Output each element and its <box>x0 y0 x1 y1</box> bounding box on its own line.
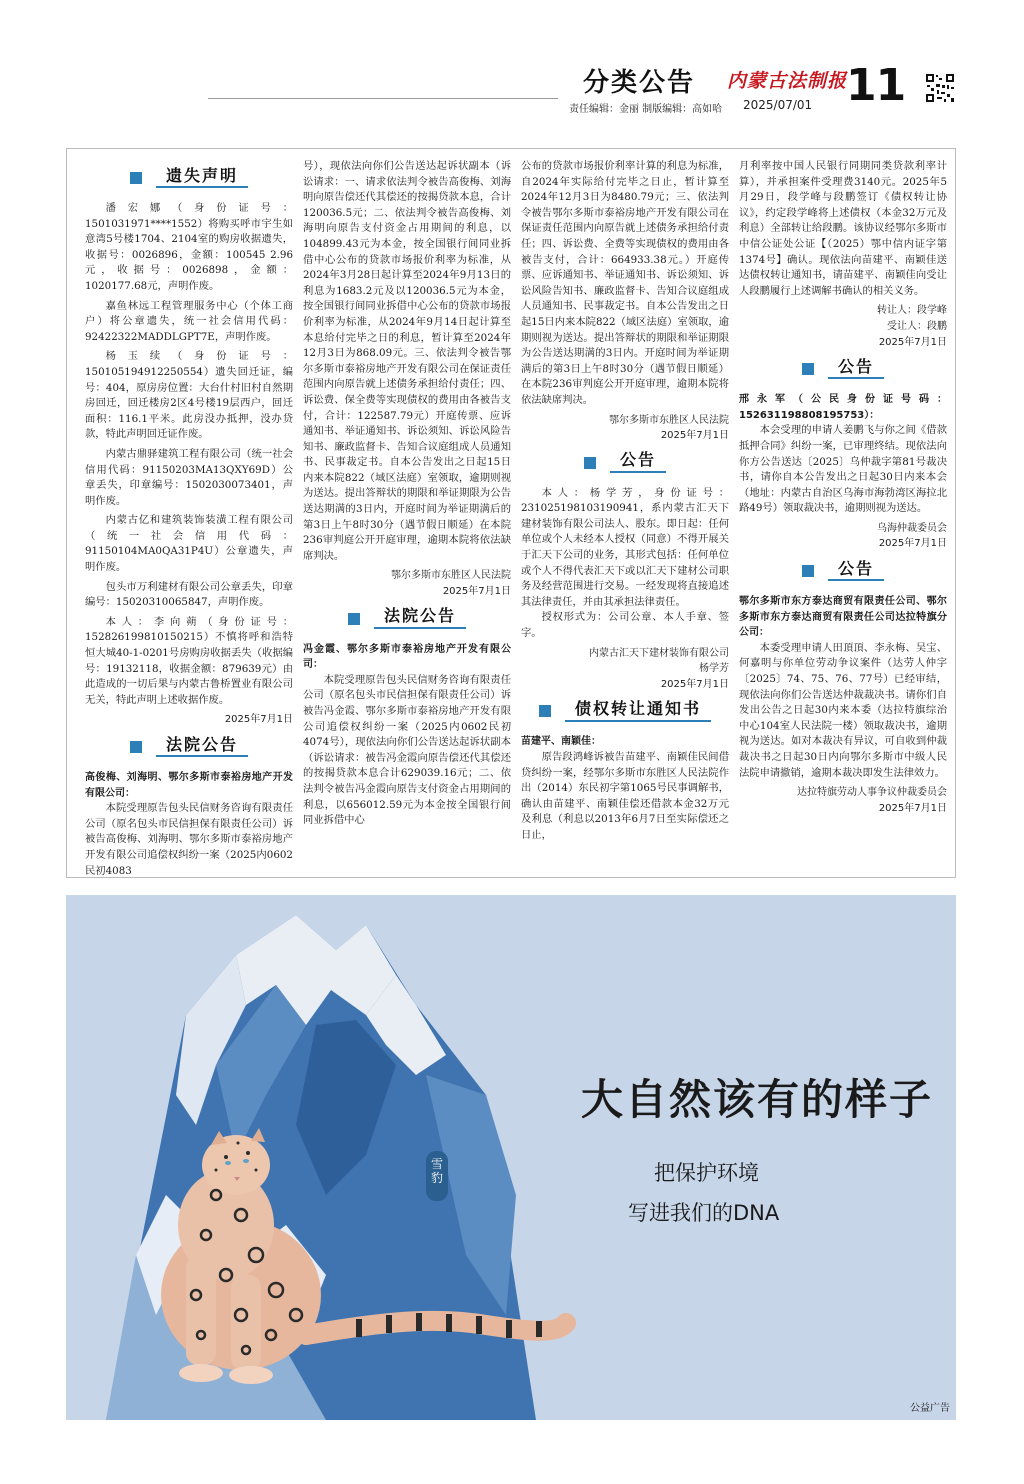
square-marker-icon <box>802 363 814 375</box>
notice-paragraph: 内蒙古鼎驿建筑工程有限公司（统一社会信用代码：91150203MA13QXY69D）公章丢失，印章编号：1502030073401，声明作废。 <box>85 447 293 507</box>
section-heading: 公告 <box>739 558 947 584</box>
notice-addressee: 邢永军（公民身份证号码：152631198808195753）： <box>739 394 947 421</box>
notice-column-3 <box>521 159 729 864</box>
page-number: 11 <box>846 60 906 111</box>
notice-addressee: 高俊梅、刘海明、鄂尔多斯市泰裕房地产开发有限公司： <box>85 772 293 799</box>
notice-signature: 鄂尔多斯市东胜区人民法院 <box>391 570 511 582</box>
notice-addressee: 冯金霞、鄂尔多斯市泰裕房地产开发有限公司： <box>303 643 511 671</box>
notice-date: 2025年7月1日 <box>878 336 947 348</box>
notice-date: 2025年7月1日 <box>224 714 293 726</box>
notice-paragraph: 原告段鸿峰诉被告苗建平、南颖佳民间借贷纠纷一案，经鄂尔多斯市东胜区人民法院作出（2014）东民初字第1065号民事调解书，确认由苗建平、南颖佳偿还借款本金32万元及利息（利息以2013年6月7日至实际偿还之日止， <box>521 751 729 841</box>
header-rule <box>208 98 558 99</box>
notice-column-1 <box>85 159 293 877</box>
notice-paragraph: 包头市万利建材有限公司公章丢失，印章编号：15020310065847，声明作废。 <box>85 580 293 609</box>
public-service-ad <box>66 895 956 1420</box>
notice-addressee: 鄂尔多斯市东方泰达商贸有限责任公司、鄂尔多斯市东方泰达商贸有限责任公司达拉特旗分公司： <box>739 596 947 639</box>
notice-paragraph: 公布的贷款市场报价利率计算的利息为标准，自2024年实际给付完毕之日止，暂计算至2024年12月3日为8480.79元；三、依法判令被告鄂尔多斯市泰裕房地产开发有限公司在保证责任范围内向原告就上述债务承担给付责任；四、诉讼费、全费等实现债权的费用由各被告支付，合计：664933.38元。）开庭传票、应诉通知书、举证通知书、诉讼须知、诉讼风险告知书、廉政监督卡、告知合议庭组成人员通知书、民事裁定书。自本公告发出之日起15日内来本院822（域区法庭）室领取，逾期则视为送达。提出答辩状的期限和举证期限为公告送达期满的3日内。开庭时间为举证期满后的第3日上午8时30分（遇节假日顺延）在本院236审判庭公开开庭审理，逾期本院将依法缺席判决。 <box>521 160 729 406</box>
notice-signature: 乌海仲裁委员会 <box>877 522 947 534</box>
section-heading: 法院公告 <box>303 606 511 632</box>
ad-subtitle-line-2: 写进我们的DNA <box>628 1201 780 1225</box>
section-heading: 公告 <box>739 356 947 382</box>
editor-credits: 责任编辑：金丽 制版编辑：高如哈 <box>569 104 723 115</box>
square-marker-icon <box>130 172 142 184</box>
ad-seal: 雪豹 <box>426 1151 448 1201</box>
ad-tag: 公益广告 <box>910 1403 950 1414</box>
square-marker-icon <box>584 457 596 469</box>
notice-paragraph: 本人：李向蒴（身份证号：152826199810150215）不慎将呼和浩特恒大城40-1-0201号房购房收据丢失（收据编号：19132118，收据金额：879639元）由此造成的一切后果与内蒙古鲁桥置业有限公司无关，特此声明上述收据作废。 <box>85 615 293 706</box>
notices-box <box>66 148 956 878</box>
notice-column-2 <box>303 159 511 864</box>
paper-logo: 内蒙古法制报 <box>727 70 848 92</box>
notice-paragraph: 内蒙古亿和建筑装饰装潢工程有限公司（统一社会信用代码：91150104MA0QA31P4U）公章遗失，声明作废。 <box>85 514 293 574</box>
qr-code-icon <box>925 73 955 103</box>
section-title: 分类公告 <box>583 68 696 98</box>
notice-signature: 达拉特旗劳动人事争议仲裁委员会 <box>797 787 947 799</box>
notice-date: 2025年7月1日 <box>442 586 511 598</box>
notice-signature: 受让人：段鹏 <box>887 320 947 332</box>
notice-date: 2025年7月1日 <box>660 430 729 442</box>
notice-paragraph: 本人：杨学芳，身份证号：231025198103190941，系内蒙古汇天下建材装饰有限公司法人、股东。即日起：任何单位或个人未经本人授权（同意）不得开展关于汇天下公司的业务，其形式包括：任何单位或个人不得代表汇天下或以汇天下建材公司职务及经营范围进行交易。一经发现将直接追述其法律责任，并由其承担法律责任。 <box>521 486 729 608</box>
square-marker-icon <box>802 565 814 577</box>
section-heading: 遗失声明 <box>85 165 293 191</box>
notice-paragraph: 授权形式为：公司公章、本人手章、签字。 <box>521 611 729 640</box>
notice-paragraph: 号），现依法向你们公告送达起诉状副本（诉讼请求：一、请求依法判令被告高俊梅、刘海明向原告偿还代其偿还的按揭贷款本息，合计120036.5元；二、依法判令被告高俊梅、刘海明向原告支付资金占用期间的利息，以104899.43元为本金，按全国银行间同业拆借中心公布的贷款市场报价利率为标准，从2024年3月28日起计算至2024年9月13日的利息为1683.2元及以120036.5元为本金，按全国银行间同业拆借中心公布的贷款市场报价利率为标准，从2024年9月14日起计算至本息给付完毕之日的利息，暂计算至2024年12月3日为868.09元。三、依法判令被告鄂尔多斯市泰裕房地产开发有限公司在保证责任范围内向原告就上述债务承担给付责任；四、诉讼费、保全费等实现债权的费用由各被告支付，合计：122587.79元）开庭传票、应诉通知书、举证通知书、诉讼须知、诉讼风险告知书、廉政监督卡、告知合议庭组成人员通知书、民事裁定书。自本公告发出之日起15日内来本院822（域区法庭）室领取，逾期则视为送达。提出答辩状的期限和举证期限为公告送达期满的3日内，开庭时间为举证期满后的第3日上午8时30分（遇节假日顺延）在本院236审判庭公开开庭审理，逾期本院将依法缺席判决。 <box>303 160 511 562</box>
notice-paragraph: 本院受理原告包头民信财务咨询有限责任公司（原名包头市民信担保有限责任公司）诉被告高俊梅、刘海明、鄂尔多斯市泰裕房地产开发有限公司追偿权纠纷一案（2025内0602民初4083 <box>85 802 293 877</box>
notice-column-4 <box>739 159 947 864</box>
square-marker-icon <box>539 705 551 717</box>
issue-date: 2025/07/01 <box>743 98 813 112</box>
notice-paragraph: 杨玉续（身份证号：150105194912250554）遗失回迁证，编号：404，原房房位置：大台什村旧村自然期房回迁，回迁楼房2区4号楼19层西户，回迁面积：116.1平米。此房没办抵押，没办贷款，特此声明回迁证作废。 <box>85 350 293 441</box>
notice-paragraph: 本院受理原告包头民信财务咨询有限责任公司（原名包头市民信担保有限责任公司）诉被告冯金霞、鄂尔多斯市泰裕房地产开发有限公司追偿权纠纷一案（2025内0602民初4074号），现依法向你们公告送达起诉状副本（诉讼请求：被告冯金霞向原告偿还代其偿还的按揭贷款本息合计629039.16元；二、依法判令被告冯金霞向原告支付资金占用期间的利息，以656012.59元为本金按全国银行间同业拆借中心 <box>303 673 511 827</box>
ad-subtitle-line-1: 把保护环境 <box>654 1161 759 1185</box>
notice-signature: 鄂尔多斯市东胜区人民法院 <box>609 414 729 426</box>
square-marker-icon <box>348 613 360 625</box>
notice-addressee: 苗建平、南颖佳： <box>521 736 601 748</box>
notice-paragraph: 本会受理的申请人姜鹏飞与你之间《借款抵押合同》纠纷一案，已审理终结。现依法向你方公告送达〔2025〕乌仲裁字第81号裁决书，请你自本公告发出之日起30日内来本会（地址：内蒙古自治区乌海市海勃湾区海拉北路49号）领取裁决书，逾期则视为送达。 <box>739 424 947 515</box>
notice-paragraph: 嘉鱼林远工程管理服务中心（个体工商户）将公章遗失，统一社会信用代码：92422322MADDLGPT7E，声明作废。 <box>85 299 293 343</box>
section-heading: 债权转让通知书 <box>521 698 729 724</box>
notice-date: 2025年7月1日 <box>878 802 947 814</box>
notice-date: 2025年7月1日 <box>878 538 947 550</box>
notice-paragraph: 月利率按中国人民银行同期同类贷款利率计算），并承担案件受理费3140元。2025年5月29日，段学峰与段鹏签订《债权转让协议》，约定段学峰将上述债权（本金32万元及利息）全部转让给段鹏。该协议经鄂尔多斯市中信公证处公证【（2025）鄂中信内证字第1374号】确认。现依法向苗建平、南颖佳送达债权转让通知书，请苗建平、南颖佳向受让人段鹏履行上述调解书确认的相关义务。 <box>739 160 947 297</box>
section-heading: 公告 <box>521 450 729 476</box>
notice-signature: 转让人：段学峰 <box>877 305 947 317</box>
square-marker-icon <box>130 741 142 753</box>
notice-paragraph: 潘宏娜（身份证号：1501031971****1552）将购买呼市宇生如意湾5号楼1704、2104室的购房收据遗失，收据号：0026896，金额：100545 2.96元，收据号：0026898，金额：1020177.68元，声明作废。 <box>85 202 293 292</box>
notice-paragraph: 本委受理申请人田頂頂、李永梅、吴宝、何嘉明与你单位劳动争议案件（达劳人仲字〔2025〕74、75、76、77号）已经审结，现依法向你们公告送达仲裁裁决书。请你们自发出公告之日起30内来本委（达拉特旗综治中心104室人民法院一楼）领取裁决书，逾期视为送达。如对本裁决有异议，可自收到仲裁裁决书之日起30日内向鄂尔多斯市中级人民法院申请撤销，逾期本裁决即发生法律效力。 <box>739 641 947 779</box>
notice-signature: 杨学芳 <box>699 663 729 675</box>
section-heading: 法院公告 <box>85 734 293 760</box>
notice-signature: 内蒙古汇天下建材装饰有限公司 <box>589 647 729 659</box>
ad-title: 大自然该有的样子 <box>581 1075 934 1124</box>
notice-date: 2025年7月1日 <box>660 678 729 690</box>
page-header <box>0 0 1024 130</box>
